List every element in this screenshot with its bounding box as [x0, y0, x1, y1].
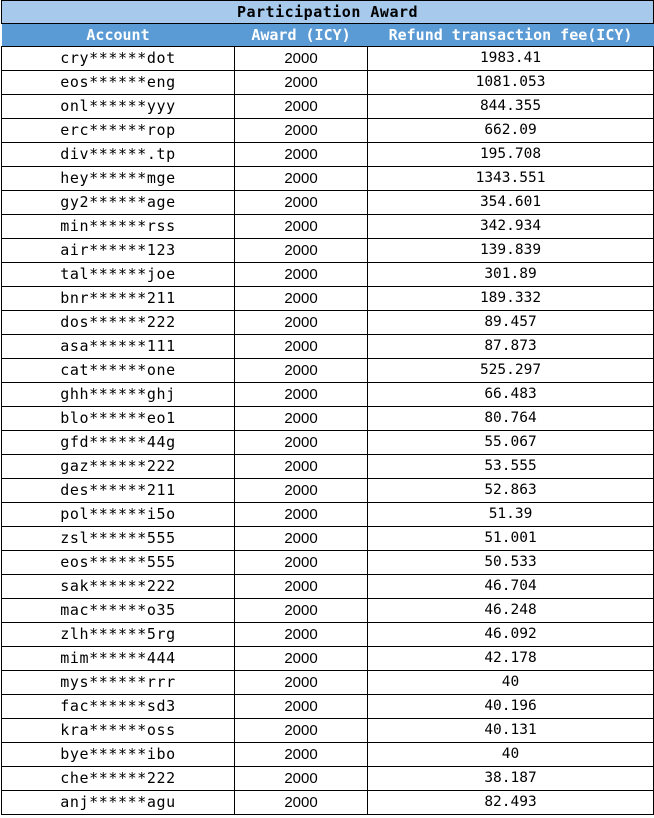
refund-fee-cell[interactable]: 1983.41 — [368, 47, 654, 71]
account-cell[interactable]: fac******sd3 — [2, 695, 235, 719]
table-row — [2, 383, 654, 407]
account-cell[interactable]: cry******dot — [2, 47, 235, 71]
award-cell[interactable]: 2000 — [235, 767, 368, 791]
refund-fee-cell[interactable]: 189.332 — [368, 287, 654, 311]
account-cell[interactable]: onl******yyy — [2, 95, 235, 119]
account-cell[interactable]: zlh******5rg — [2, 623, 235, 647]
refund-fee-cell[interactable]: 55.067 — [368, 431, 654, 455]
table-row — [2, 359, 654, 383]
account-cell[interactable]: hey******mge — [2, 167, 235, 191]
account-cell[interactable]: gy2******age — [2, 191, 235, 215]
table-row — [2, 407, 654, 431]
refund-fee-cell[interactable]: 1343.551 — [368, 167, 654, 191]
refund-fee-cell[interactable]: 195.708 — [368, 143, 654, 167]
award-cell[interactable]: 2000 — [235, 791, 368, 815]
award-cell[interactable]: 2000 — [235, 599, 368, 623]
table-body — [2, 47, 654, 815]
title-row — [2, 1, 654, 24]
refund-fee-cell[interactable]: 87.873 — [368, 335, 654, 359]
refund-fee-cell[interactable]: 1081.053 — [368, 71, 654, 95]
award-cell[interactable]: 2000 — [235, 143, 368, 167]
header-row — [2, 24, 654, 47]
refund-fee-cell[interactable]: 40.196 — [368, 695, 654, 719]
award-cell[interactable]: 2000 — [235, 575, 368, 599]
table-row — [2, 455, 654, 479]
account-cell[interactable]: des******211 — [2, 479, 235, 503]
refund-fee-cell[interactable]: 46.248 — [368, 599, 654, 623]
account-cell[interactable]: sak******222 — [2, 575, 235, 599]
account-cell[interactable]: tal******joe — [2, 263, 235, 287]
refund-fee-cell[interactable]: 46.704 — [368, 575, 654, 599]
table-row — [2, 119, 654, 143]
award-cell[interactable]: 2000 — [235, 383, 368, 407]
table-row — [2, 551, 654, 575]
table-row — [2, 503, 654, 527]
account-cell[interactable]: cat******one — [2, 359, 235, 383]
account-cell[interactable]: air******123 — [2, 239, 235, 263]
table-row — [2, 335, 654, 359]
award-cell[interactable]: 2000 — [235, 335, 368, 359]
award-cell[interactable]: 2000 — [235, 287, 368, 311]
refund-fee-cell[interactable]: 342.934 — [368, 215, 654, 239]
table-row — [2, 143, 654, 167]
award-cell[interactable]: 2000 — [235, 527, 368, 551]
refund-fee-cell[interactable]: 40 — [368, 671, 654, 695]
table-row — [2, 527, 654, 551]
account-cell[interactable]: gfd******44g — [2, 431, 235, 455]
refund-fee-cell[interactable]: 52.863 — [368, 479, 654, 503]
table-row — [2, 623, 654, 647]
account-cell[interactable]: che******222 — [2, 767, 235, 791]
account-cell[interactable]: ghh******ghj — [2, 383, 235, 407]
account-cell[interactable]: pol******i5o — [2, 503, 235, 527]
refund-fee-cell[interactable]: 51.001 — [368, 527, 654, 551]
account-cell[interactable]: mim******444 — [2, 647, 235, 671]
table-row — [2, 719, 654, 743]
award-cell[interactable]: 2000 — [235, 647, 368, 671]
account-cell[interactable]: kra******oss — [2, 719, 235, 743]
award-cell[interactable]: 2000 — [235, 167, 368, 191]
refund-fee-cell[interactable]: 51.39 — [368, 503, 654, 527]
table-row — [2, 479, 654, 503]
award-cell[interactable]: 2000 — [235, 47, 368, 71]
account-cell[interactable]: eos******eng — [2, 71, 235, 95]
table-row — [2, 767, 654, 791]
refund-fee-cell[interactable]: 50.533 — [368, 551, 654, 575]
award-cell[interactable]: 2000 — [235, 359, 368, 383]
award-cell[interactable]: 2000 — [235, 695, 368, 719]
table-row — [2, 239, 654, 263]
account-cell[interactable]: mys******rrr — [2, 671, 235, 695]
refund-fee-cell[interactable]: 82.493 — [368, 791, 654, 815]
table-row — [2, 671, 654, 695]
award-cell[interactable]: 2000 — [235, 623, 368, 647]
account-cell[interactable]: zsl******555 — [2, 527, 235, 551]
account-cell[interactable]: min******rss — [2, 215, 235, 239]
table-row — [2, 599, 654, 623]
award-cell[interactable]: 2000 — [235, 71, 368, 95]
award-cell[interactable]: 2000 — [235, 191, 368, 215]
table-row — [2, 743, 654, 767]
table-title[interactable]: Participation Award — [2, 1, 654, 24]
account-cell[interactable]: div******.tp — [2, 143, 235, 167]
award-cell[interactable]: 2000 — [235, 719, 368, 743]
table-row — [2, 47, 654, 71]
table-row — [2, 695, 654, 719]
account-cell[interactable]: blo******eo1 — [2, 407, 235, 431]
table-row — [2, 287, 654, 311]
award-cell[interactable]: 2000 — [235, 119, 368, 143]
table-row — [2, 215, 654, 239]
column-header-refund-fee[interactable]: Refund transaction fee(ICY) — [368, 24, 654, 47]
account-cell[interactable]: bye******ibo — [2, 743, 235, 767]
table-row — [2, 575, 654, 599]
refund-fee-cell[interactable]: 40 — [368, 743, 654, 767]
account-cell[interactable]: eos******555 — [2, 551, 235, 575]
refund-fee-cell[interactable]: 89.457 — [368, 311, 654, 335]
column-header-award[interactable]: Award (ICY) — [235, 24, 368, 47]
refund-fee-cell[interactable]: 38.187 — [368, 767, 654, 791]
refund-fee-cell[interactable]: 66.483 — [368, 383, 654, 407]
table-row — [2, 647, 654, 671]
award-cell[interactable]: 2000 — [235, 215, 368, 239]
column-header-account[interactable]: Account — [2, 24, 235, 47]
account-cell[interactable]: anj******agu — [2, 791, 235, 815]
award-cell[interactable]: 2000 — [235, 311, 368, 335]
refund-fee-cell[interactable]: 139.839 — [368, 239, 654, 263]
award-cell[interactable]: 2000 — [235, 551, 368, 575]
refund-fee-cell[interactable]: 40.131 — [368, 719, 654, 743]
table-row — [2, 95, 654, 119]
award-cell[interactable]: 2000 — [235, 431, 368, 455]
account-cell[interactable]: bnr******211 — [2, 287, 235, 311]
table-row — [2, 263, 654, 287]
account-cell[interactable]: dos******222 — [2, 311, 235, 335]
refund-fee-cell[interactable]: 301.89 — [368, 263, 654, 287]
award-cell[interactable]: 2000 — [235, 407, 368, 431]
account-cell[interactable]: gaz******222 — [2, 455, 235, 479]
award-cell[interactable]: 2000 — [235, 503, 368, 527]
refund-fee-cell[interactable]: 42.178 — [368, 647, 654, 671]
table-row — [2, 431, 654, 455]
award-cell[interactable]: 2000 — [235, 455, 368, 479]
refund-fee-cell[interactable]: 354.601 — [368, 191, 654, 215]
award-cell[interactable]: 2000 — [235, 263, 368, 287]
account-cell[interactable]: erc******rop — [2, 119, 235, 143]
table-row — [2, 71, 654, 95]
account-cell[interactable]: mac******o35 — [2, 599, 235, 623]
refund-fee-cell[interactable]: 525.297 — [368, 359, 654, 383]
award-cell[interactable]: 2000 — [235, 479, 368, 503]
refund-fee-cell[interactable]: 53.555 — [368, 455, 654, 479]
table-row — [2, 191, 654, 215]
table-row — [2, 311, 654, 335]
award-cell[interactable]: 2000 — [235, 95, 368, 119]
award-cell[interactable]: 2000 — [235, 239, 368, 263]
refund-fee-cell[interactable]: 662.09 — [368, 119, 654, 143]
table-row — [2, 167, 654, 191]
participation-award-table — [1, 0, 654, 815]
award-cell[interactable]: 2000 — [235, 671, 368, 695]
refund-fee-cell[interactable]: 844.355 — [368, 95, 654, 119]
account-cell[interactable]: asa******111 — [2, 335, 235, 359]
award-cell[interactable]: 2000 — [235, 743, 368, 767]
refund-fee-cell[interactable]: 46.092 — [368, 623, 654, 647]
refund-fee-cell[interactable]: 80.764 — [368, 407, 654, 431]
table-row — [2, 791, 654, 815]
